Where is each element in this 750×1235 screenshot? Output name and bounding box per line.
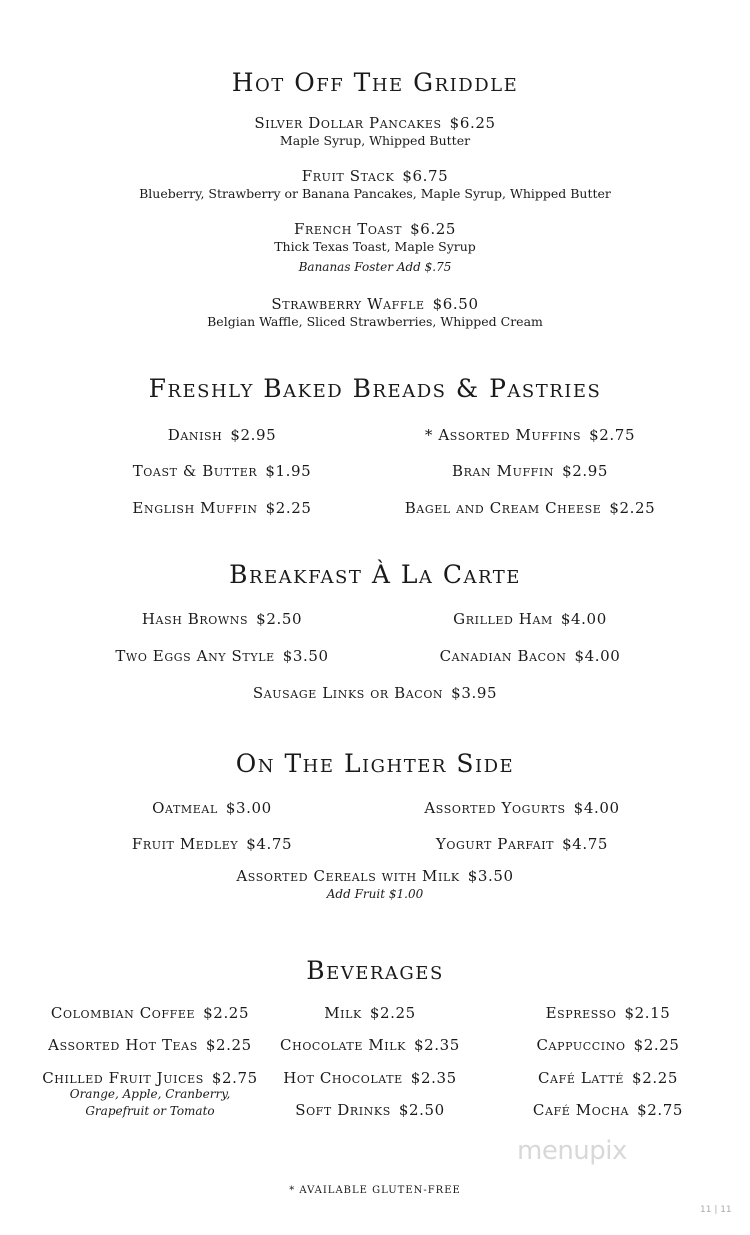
item-name: Chocolate Milk [280,1036,406,1054]
item-price: $4.75 [562,835,609,853]
menu-item [240,1069,500,1087]
section-title-griddle: Hot Off The Griddle [231,68,519,97]
item-name: Bagel and Cream Cheese [404,499,602,517]
section-title-lighter: On The Lighter Side [235,749,515,778]
item-price: $2.15 [624,1004,671,1022]
menu-item [72,426,372,444]
item-price: $2.25 [633,1036,680,1054]
item-price: $6.25 [410,220,457,238]
menu-item [72,610,372,628]
item-price: $2.75 [211,1069,258,1087]
item-name: Chilled Fruit Juices [42,1069,204,1087]
menu-item [0,167,750,185]
item-name: * Assorted Muffins [424,426,582,444]
item-price: $2.35 [413,1036,460,1054]
item-name: Oatmeal [152,799,218,817]
item-name: Café Mocha [532,1101,630,1119]
item-name: Hot Chocolate [283,1069,403,1087]
item-name: Colombian Coffee [50,1004,196,1022]
item-price: $6.75 [402,167,449,185]
item-name: French Toast [293,220,403,238]
item-name: Sausage Links or Bacon [252,684,444,702]
item-description: Belgian Waffle, Sliced Strawberries, Whipped Cream [207,314,543,329]
item-name: Danish [167,426,223,444]
item-price: $2.25 [609,499,656,517]
item-price: $3.50 [282,647,329,665]
item-price: $6.50 [432,295,479,313]
item-name: Soft Drinks [295,1101,391,1119]
item-name: English Muffin [132,499,258,517]
item-description: Blueberry, Strawberry or Banana Pancakes, Maple Syrup, Whipped Butter [139,186,611,201]
menu-item [380,462,680,480]
item-price: $2.35 [410,1069,457,1087]
menu-item [240,1101,500,1119]
item-name: Strawberry Waffle [271,295,425,313]
item-price: $4.00 [574,647,621,665]
item-note: Add Fruit $1.00 [326,887,424,901]
item-price: $2.50 [256,610,303,628]
footnote: * AVAILABLE GLUTEN-FREE [289,1185,461,1196]
item-description: Maple Syrup, Whipped Butter [279,133,471,148]
item-name: Milk [324,1004,362,1022]
section-title-breads: Freshly Baked Breads & Pastries [148,374,602,403]
item-name: Assorted Cereals with Milk [236,867,460,885]
menu-item [380,647,680,665]
item-price: $2.75 [589,426,636,444]
menu-item [380,499,680,517]
section-title-alacarte: Breakfast À La Carte [229,560,521,589]
item-note: Bananas Foster Add $.75 [298,260,452,274]
item-name: Two Eggs Any Style [115,647,275,665]
menu-item [380,426,680,444]
item-name: Assorted Yogurts [424,799,566,817]
item-price: $2.25 [203,1004,250,1022]
item-name: Cappuccino [536,1036,626,1054]
item-price: $2.95 [230,426,277,444]
item-price: $4.00 [573,799,620,817]
item-price: $1.95 [265,462,312,480]
menu-item [478,1036,738,1054]
menu-item [0,867,750,885]
item-price: $2.25 [369,1004,416,1022]
item-price: $4.75 [246,835,293,853]
item-price: $2.25 [205,1036,252,1054]
item-price: $3.00 [225,799,272,817]
menu-item [380,610,680,628]
item-price: $6.25 [449,114,496,132]
menu-item [72,647,372,665]
item-price: $2.95 [562,462,609,480]
item-name: Bran Muffin [451,462,555,480]
menu-item [72,462,372,480]
menu-item [478,1101,738,1119]
item-name: Fruit Stack [301,167,395,185]
item-price: $3.95 [451,684,498,702]
item-name: Yogurt Parfait [435,835,555,853]
menu-item [62,835,362,853]
menu-item [240,1004,500,1022]
item-price: $4.00 [560,610,607,628]
item-name: Canadian Bacon [439,647,567,665]
menu-item [0,295,750,313]
menu-item [372,799,672,817]
item-price: $2.75 [637,1101,684,1119]
item-description: Thick Texas Toast, Maple Syrup [274,239,476,254]
menu-item [240,1036,500,1054]
section-title-beverages: Beverages [306,956,444,985]
watermark-logo: menupix [517,1136,627,1166]
menu-item [478,1069,738,1087]
item-note: Orange, Apple, Cranberry, [69,1087,231,1101]
menu-item [72,499,372,517]
item-name: Assorted Hot Teas [48,1036,198,1054]
item-name: Hash Browns [141,610,249,628]
item-name: Toast & Butter [132,462,258,480]
menu-item [372,835,672,853]
page-number: 11 | 11 [700,1205,732,1215]
item-price: $2.25 [265,499,312,517]
item-note: Grapefruit or Tomato [85,1104,215,1118]
menu-item [0,114,750,132]
menu-item [0,684,750,702]
item-price: $2.25 [632,1069,678,1087]
menu-item [62,799,362,817]
menu-item [478,1004,738,1022]
item-price: $3.50 [467,867,514,885]
item-name: Café Latté [537,1069,625,1087]
item-name: Espresso [545,1004,617,1022]
item-name: Fruit Medley [131,835,239,853]
item-price: $2.50 [398,1101,445,1119]
item-name: Grilled Ham [453,610,553,628]
menu-item [0,220,750,238]
item-name: Silver Dollar Pancakes [254,114,442,132]
